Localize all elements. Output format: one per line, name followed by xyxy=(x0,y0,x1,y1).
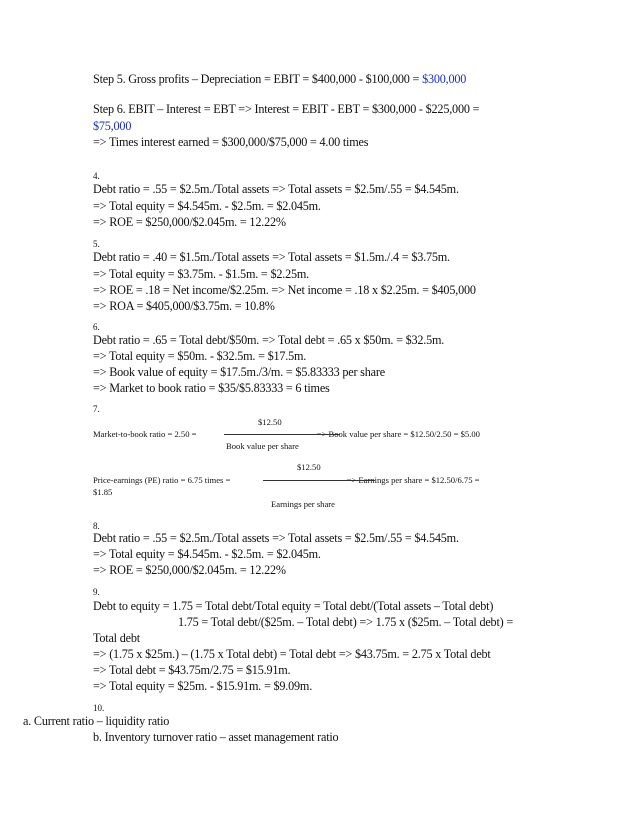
problem-10-item-b: b. Inventory turnover ratio – asset management ratio xyxy=(93,730,339,744)
problem-9-line-2: 1.75 = Total debt/($25m. – Total debt) => 1.75 x ($25m. – Total debt) = xyxy=(178,615,514,629)
problem-5-line: => ROE = .18 = Net income/$2.25m. => Net income = .18 x $2.25m. = $405,000 xyxy=(93,283,476,297)
pe-label: Price-earnings (PE) ratio = 6.75 times = xyxy=(93,475,233,485)
problem-6-line: Debt ratio = .65 = Total debt/$50m. => Total debt = .65 x $50m. = $32.5m. xyxy=(93,333,445,347)
pe-fraction-bar xyxy=(263,480,375,481)
step5-text: Step 5. Gross profits – Depreciation = EBIT = $400,000 - $100,000 = xyxy=(93,72,423,86)
mtb-numerator: $12.50 xyxy=(258,417,282,427)
step6-line-1: Step 6. EBIT – Interest = EBT => Interest = EBIT - EBT = $300,000 - $225,000 = xyxy=(93,102,480,116)
problem-8-line: => Total equity = $4.545m. - $2.5m. = $2.045m. xyxy=(93,547,321,561)
problem-9-line-6: => Total equity = $25m. - $15.91m. = $9.09m. xyxy=(93,679,313,693)
problem-9-line-3: Total debt xyxy=(93,631,140,645)
step5-line xyxy=(93,73,466,85)
pe-result-continued: $1.85 xyxy=(93,487,113,497)
problem-4-line: => ROE = $250,000/$2.045m. = 12.22% xyxy=(93,215,286,229)
problem-5-line: => Total equity = $3.75m. - $1.5m. = $2.25m. xyxy=(93,267,309,281)
mtb-label: Market-to-book ratio = 2.50 = xyxy=(93,429,199,439)
problem-5-line: => ROA = $405,000/$3.75m. = 10.8% xyxy=(93,299,275,313)
problem-6-line: => Market to book ratio = $35/$5.83333 = 6 times xyxy=(93,381,330,395)
mtb-fraction-bar xyxy=(224,434,340,435)
problem-8-line: => ROE = $250,000/$2.045m. = 12.22% xyxy=(93,563,286,577)
problem-6-line: => Total equity = $50m. - $32.5m. = $17.5m. xyxy=(93,349,307,363)
problem-9-number: 9. xyxy=(93,587,100,597)
problem-7-number: 7. xyxy=(93,404,100,414)
mtb-result: => Book value per share = $12.50/2.50 = $5.00 xyxy=(316,429,480,439)
step5-result: $300,000 xyxy=(422,72,467,86)
problem-9-line-5: => Total debt = $43.75m/2.75 = $15.91m. xyxy=(93,663,291,677)
problem-10-number: 10. xyxy=(93,703,105,713)
problem-8-line: Debt ratio = .55 = $2.5m./Total assets => Total assets = $2.5m/.55 = $4.545m. xyxy=(93,531,459,545)
mtb-denominator: Book value per share xyxy=(226,441,299,451)
step6-line-3: => Times interest earned = $300,000/$75,000 = 4.00 times xyxy=(93,135,369,149)
problem-10-item-a: a. Current ratio – liquidity ratio xyxy=(23,714,170,728)
pe-numerator: $12.50 xyxy=(297,462,321,472)
step6-line-2: $75,000 xyxy=(93,119,132,133)
problem-9-line-1: Debt to equity = 1.75 = Total debt/Total equity = Total debt/(Total assets – Total debt) xyxy=(93,599,494,613)
pe-result: => Earnings per share = $12.50/6.75 = xyxy=(346,475,480,485)
problem-6-line: => Book value of equity = $17.5m./3/m. = $5.83333 per share xyxy=(93,365,385,379)
problem-8-number: 8. xyxy=(93,521,100,531)
problem-5-line: Debt ratio = .40 = $1.5m./Total assets => Total assets = $1.5m./.4 = $3.75m. xyxy=(93,250,450,264)
problem-6-number: 6. xyxy=(93,322,100,332)
problem-4-line: Debt ratio = .55 = $2.5m./Total assets => Total assets = $2.5m/.55 = $4.545m. xyxy=(93,182,459,196)
problem-9-line-4: => (1.75 x $25m.) – (1.75 x Total debt) = Total debt => $43.75m. = 2.75 x Total debt xyxy=(93,647,491,661)
problem-5-number: 5. xyxy=(93,239,100,249)
pe-denominator: Earnings per share xyxy=(271,499,335,509)
problem-4-number: 4. xyxy=(93,171,100,181)
problem-4-line: => Total equity = $4.545m. - $2.5m. = $2.045m. xyxy=(93,199,321,213)
